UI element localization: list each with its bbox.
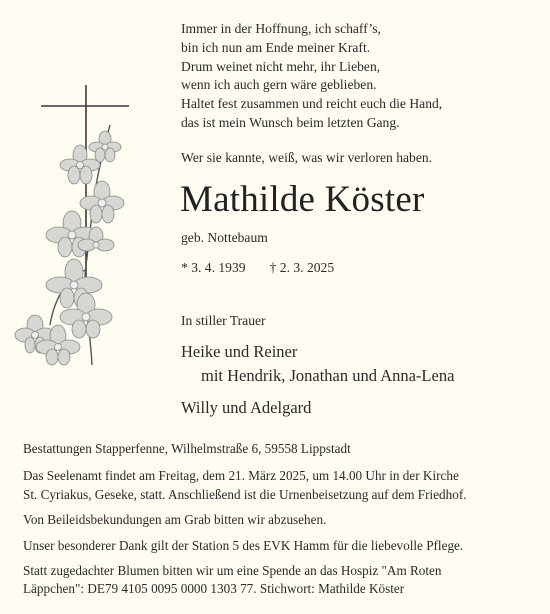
poem-line: bin ich nun am Ende meiner Kraft. (181, 39, 371, 55)
life-dates (181, 260, 334, 276)
orchid-cross-illustration (10, 85, 140, 385)
service-line: Das Seelenamt findet am Freitag, dem 21. März 2025, um 14.00 Uhr in der Kirche (23, 468, 459, 484)
maiden-name: geb. Nottebaum (181, 230, 268, 245)
service-line: St. Cyriakus, Geseke, statt. Anschließend ist die Urnenbeisetzung auf dem Friedhof. (23, 486, 467, 502)
poem-line: wenn ich auch gern wäre geblieben. (181, 77, 377, 93)
mourning-line: In stiller Trauer (181, 313, 266, 328)
poem-line: Immer in der Hoffnung, ich schaff’s, (181, 21, 381, 36)
donation-note (23, 562, 543, 599)
funeral-home: Bestattungen Stapperfenne, Wilhelmstraße 6, 59558 Lippstadt (23, 441, 351, 456)
condolence-note: Von Beileidsbekundungen am Grab bitten wir abzusehen. (23, 512, 327, 528)
birth-date: * 3. 4. 1939 (181, 260, 246, 275)
family-line: mit Hendrik, Jonathan und Anna-Lena (201, 366, 455, 385)
donation-line: Statt zugedachter Blumen bitten wir um eine Spende an das Hospiz "Am Roten (23, 563, 442, 579)
deceased-name: Mathilde Köster (180, 179, 425, 220)
donation-line: Läppchen": DE79 4105 0095 0000 1303 77. Stichwort: Mathilde Köster (23, 581, 405, 597)
poem (181, 20, 442, 133)
death-date: † 2. 3. 2025 (269, 260, 335, 275)
family-line: Willy und Adelgard (181, 398, 312, 417)
poem-line: Haltet fest zusammen und reicht euch die Hand, (181, 96, 443, 112)
funeral-notes (23, 440, 543, 606)
service-info (23, 467, 543, 504)
thanks-note: Unser besonderer Dank gilt der Station 5 des EVK Hamm für die liebevolle Pflege. (23, 537, 464, 553)
family-line: Heike und Reiner (181, 342, 298, 361)
poem-line: das ist mein Wunsch beim letzten Gang. (181, 114, 400, 130)
poem-line: Drum weinet nicht mehr, ihr Lieben, (181, 58, 381, 74)
orchid-blossoms (15, 131, 124, 365)
memorial-quote: Wer sie kannte, weiß, was wir verloren haben. (181, 150, 433, 165)
